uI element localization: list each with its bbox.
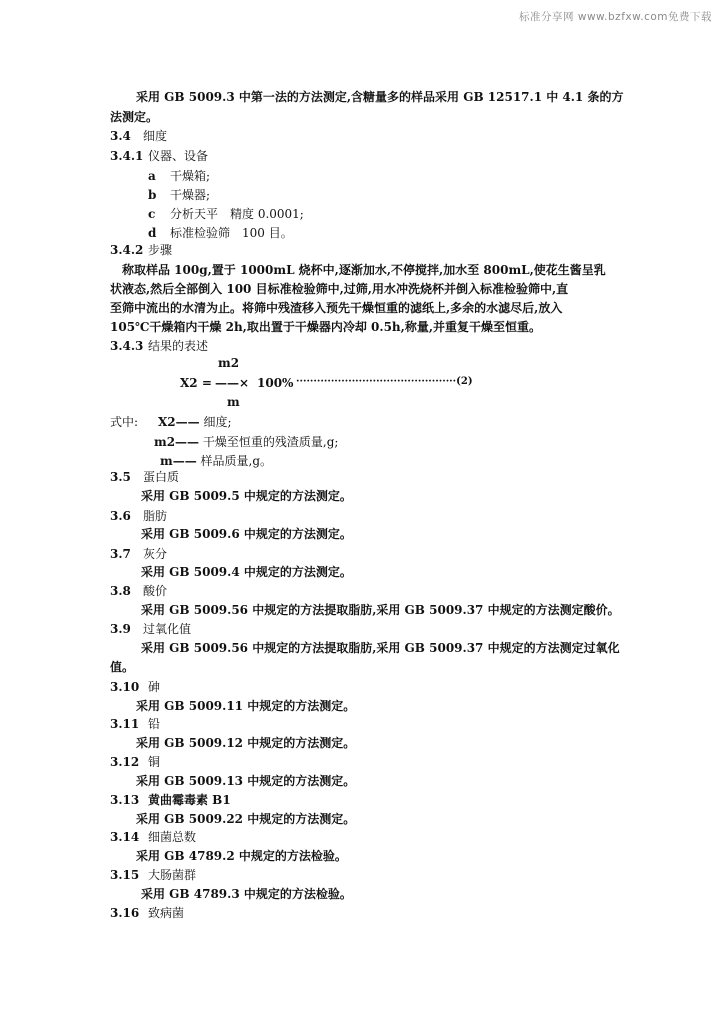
section-heading [110, 545, 167, 564]
section-number: 3.15 [110, 868, 140, 882]
section-number: 3.6 [110, 509, 131, 523]
section-body: 采用 GB 5009.5 中规定的方法测定。 [141, 489, 352, 503]
section-heading [110, 582, 167, 601]
item-text: 分析天平 精度 0.0001; [170, 207, 304, 221]
section-number: 3.4 [110, 129, 131, 143]
section-heading [110, 866, 196, 885]
formula-percent: 100% [257, 376, 294, 390]
formula-lhs: X2 = [180, 376, 212, 390]
section-title: 蛋白质 [143, 470, 180, 484]
section-heading [110, 828, 196, 847]
section-title: 砷 [148, 680, 161, 694]
item-text: 干燥箱; [170, 169, 211, 183]
section-title: 细度 [143, 129, 168, 143]
section-title: 致病菌 [148, 906, 185, 920]
equipment-item [148, 205, 304, 224]
section-heading [110, 620, 191, 639]
section-body: 采用 GB 5009.13 中规定的方法测定。 [136, 774, 356, 788]
section-number: 3.10 [110, 680, 140, 694]
item-letter: a [148, 169, 156, 183]
where-item [158, 413, 232, 432]
section-body: 采用 GB 5009.56 中规定的方法提取脂肪,采用 GB 5009.37 中规定的方法测定过氧化 [141, 641, 620, 655]
formula-equation-number: ··············································(2) [296, 376, 473, 387]
section-number: 3.5 [110, 470, 131, 484]
step-line: 状液态,然后全部倒入 100 目标准检验筛中,过筛,用水冲洗烧杯并倒入标准检验筛中,直 [110, 282, 569, 296]
section-body: 采用 GB 4789.2 中规定的方法检验。 [136, 849, 347, 863]
section-title: 细菌总数 [148, 830, 197, 844]
section-body: 采用 GB 5009.12 中规定的方法测定。 [136, 736, 356, 750]
section-title: 铜 [148, 755, 161, 769]
section-body: 采用 GB 5009.56 中规定的方法提取脂肪,采用 GB 5009.37 中规定的方法测定酸价。 [141, 603, 620, 617]
section-title: 铅 [148, 717, 161, 731]
equipment-item [148, 186, 210, 205]
section-number: 3.4.2 [110, 243, 144, 257]
section-title: 步骤 [148, 243, 173, 257]
section-heading [110, 678, 160, 697]
section-3-4-3-heading [110, 337, 208, 356]
section-heading [110, 791, 231, 810]
step-line: 至筛中流出的水清为止。将筛中残渣移入预先干燥恒重的滤纸上,多余的水滤尽后,放入 [110, 301, 563, 315]
section-heading [110, 904, 184, 923]
item-letter: c [148, 207, 156, 221]
where-label: 式中: [110, 415, 139, 429]
intro-line-1: 采用 GB 5009.3 中第一法的方法测定,含糖量多的样品采用 GB 12517.1 中 4.1 条的方 [136, 90, 624, 104]
symbol-description: 干燥至恒重的残渣质量,g; [202, 435, 339, 449]
section-number: 3.8 [110, 584, 131, 598]
equipment-item [148, 167, 210, 186]
section-3-4-heading [110, 127, 167, 146]
section-title: 酸价 [143, 584, 168, 598]
section-body: 采用 GB 5009.22 中规定的方法测定。 [136, 812, 356, 826]
item-text: 干燥器; [170, 188, 211, 202]
section-number: 3.12 [110, 755, 140, 769]
section-heading [110, 753, 160, 772]
section-title: 大肠菌群 [148, 868, 197, 882]
section-body: 采用 GB 5009.4 中规定的方法测定。 [141, 565, 352, 579]
section-heading [110, 468, 179, 487]
formula-denominator: m [227, 395, 240, 409]
section-heading [110, 715, 160, 734]
symbol-description: 样品质量,g。 [200, 454, 273, 468]
section-title: 脂肪 [143, 509, 168, 523]
intro-line-2: 法测定。 [110, 110, 159, 124]
section-heading [110, 507, 167, 526]
watermark: 标准分享网 www.bzfxw.com免费下载 [519, 11, 712, 23]
step-line: 称取样品 100g,置于 1000mL 烧杯中,逐渐加水,不停搅拌,加水至 800mL,使花生酱呈乳 [122, 263, 606, 277]
symbol: m—— [160, 454, 197, 468]
item-letter: d [148, 226, 157, 240]
section-body: 采用 GB 5009.11 中规定的方法测定。 [136, 699, 356, 713]
section-number: 3.9 [110, 622, 131, 636]
section-title: 黄曲霉毒素 B1 [148, 793, 231, 807]
formula-operator: ——× [215, 376, 250, 390]
section-number: 3.4.1 [110, 149, 144, 163]
section-number: 3.7 [110, 547, 131, 561]
item-letter: b [148, 188, 157, 202]
section-title: 仪器、设备 [148, 149, 209, 163]
section-number: 3.11 [110, 717, 140, 731]
section-number: 3.4.3 [110, 339, 144, 353]
section-3-4-2-heading [110, 241, 172, 260]
section-number: 3.16 [110, 906, 140, 920]
symbol: m2—— [154, 435, 200, 449]
section-number: 3.14 [110, 830, 140, 844]
symbol-description: 细度; [203, 415, 232, 429]
where-item [154, 433, 338, 452]
section-body: 值。 [110, 660, 135, 674]
item-text: 标准检验筛 100 目。 [170, 226, 293, 240]
section-3-4-1-heading [110, 147, 208, 166]
symbol: X2—— [158, 415, 200, 429]
section-title: 灰分 [143, 547, 168, 561]
section-body: 采用 GB 5009.6 中规定的方法测定。 [141, 527, 352, 541]
section-title: 结果的表述 [148, 339, 209, 353]
section-body: 采用 GB 4789.3 中规定的方法检验。 [141, 887, 352, 901]
section-title: 过氧化值 [143, 622, 192, 636]
section-number: 3.13 [110, 793, 140, 807]
step-line: 105℃干燥箱内干燥 2h,取出置于干燥器内冷却 0.5h,称量,并重复干燥至恒重。 [110, 320, 541, 334]
formula-numerator: m2 [218, 356, 240, 370]
